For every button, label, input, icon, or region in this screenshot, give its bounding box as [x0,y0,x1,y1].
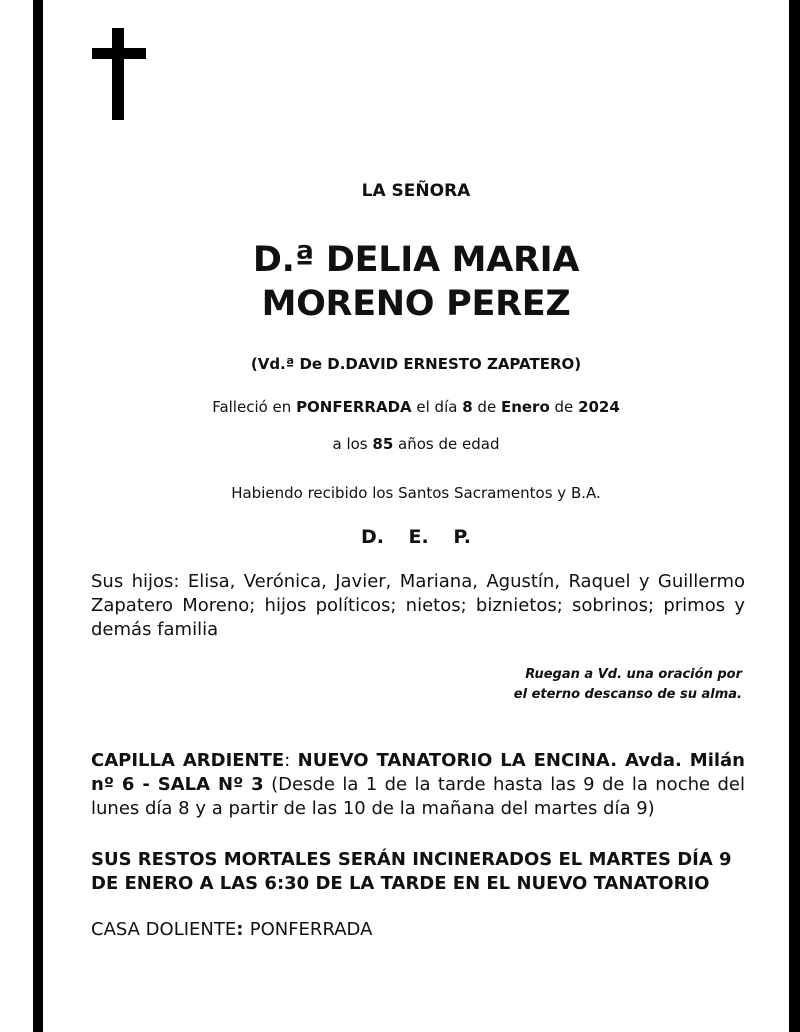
prayer-request: Ruegan a Vd. una oración por el eterno descanso de su alma. [513,667,742,702]
casa-doliente: CASA DOLIENTE: PONFERRADA [91,919,373,940]
heading-la-senora: LA SEÑORA [361,181,471,201]
capilla-ardiente: CAPILLA ARDIENTE: NUEVO TANATORIO LA ENCINA. Avda. Milán nº 6 - SALA Nº 3 (Desde la 1 de la tarde hasta las 9 de la noche del lunes día 8 y a partir de las 10 de la mañana del martes día 9) [91,750,745,819]
deceased-name [43,238,789,326]
sacraments: Habiendo recibido los Santos Sacramentos y B.A. [231,484,601,502]
widow-of: (Vd.ª De D.DAVID ERNESTO ZAPATERO) [250,355,582,373]
dep: D. E. P. [360,526,472,548]
left-border [33,0,43,1032]
latin-cross-icon [92,28,146,120]
name-line-1: D.ª DELIA MARIA [252,240,580,280]
age-info: a los 85 años de edad [332,435,500,453]
death-info: Falleció en PONFERRADA el día 8 de Enero de 2024 [212,398,620,416]
cremation-info: SUS RESTOS MORTALES SERÁN INCINERADOS EL MARTES DÍA 9 DE ENERO A LAS 6:30 DE LA TARDE EN EL NUEVO TANATORIO [91,849,732,894]
family-list: Sus hijos: Elisa, Verónica, Javier, Mariana, Agustín, Raquel y Guillermo Zapatero Moreno; hijos políticos; nietos; biznietos; sobrinos; primos y demás familia [91,571,745,640]
name-line-2: MORENO PEREZ [261,284,571,324]
right-border [789,0,800,1032]
